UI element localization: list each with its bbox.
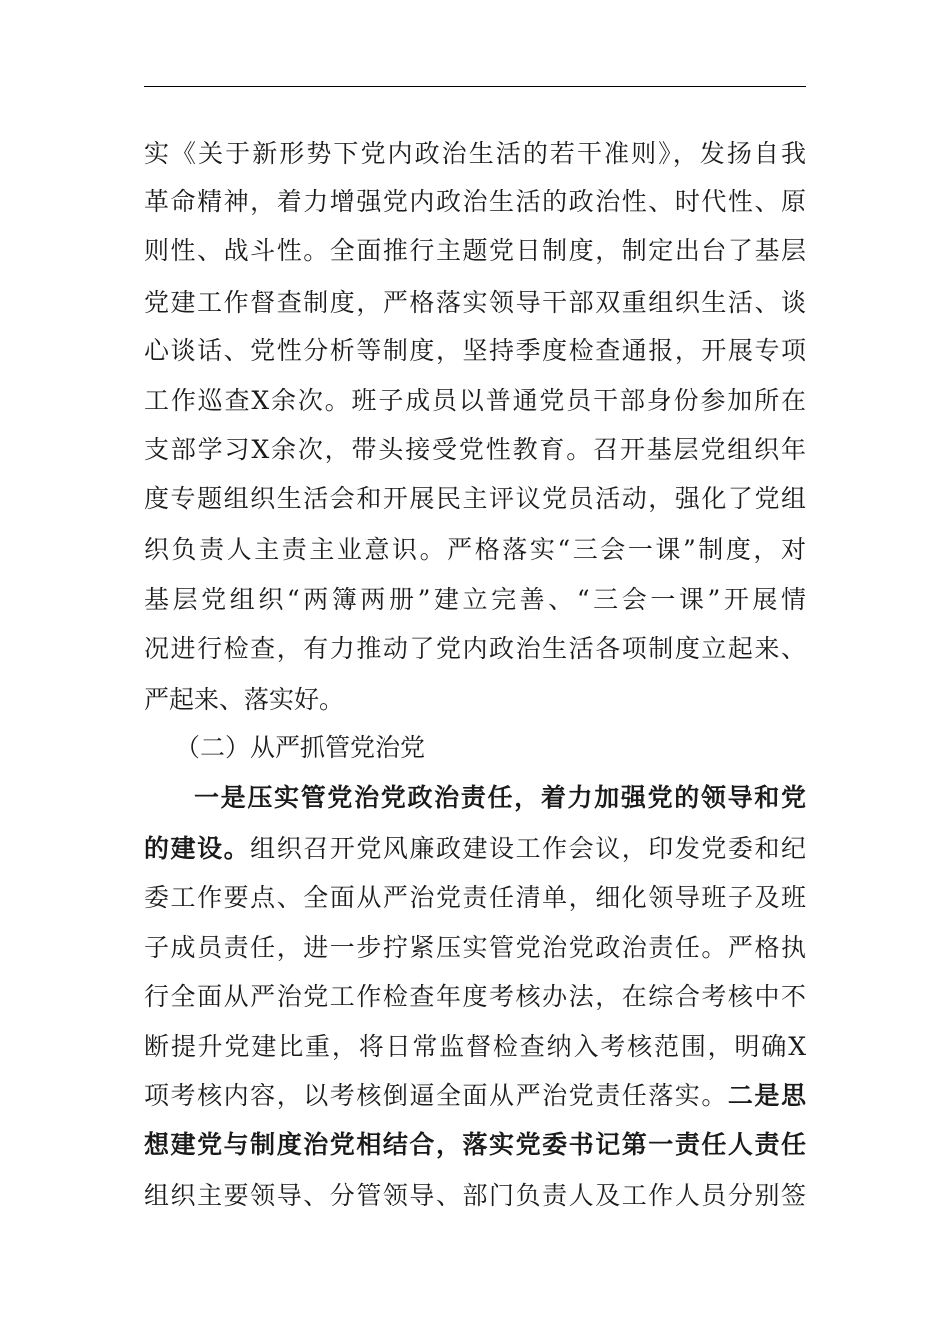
text-line <box>144 829 806 869</box>
text-line: 心谈话、党性分析等制度，坚持季度检查通报，开展专项 <box>144 336 806 365</box>
text-line: 子成员责任，进一步拧紧压实管党治党政治责任。严格执 <box>144 933 806 962</box>
bold-lead-sentence: 一是压实管党治党政治责任，着力加强党的领导和党 <box>194 783 806 812</box>
bold-lead-sentence: 二是思 <box>727 1081 806 1110</box>
text-line: 工作巡查X余次。班子成员以普通党员干部身份参加所在 <box>144 386 806 415</box>
text-line: 组织主要领导、分管领导、部门负责人及工作人员分别签 <box>144 1181 806 1210</box>
text-line: 实《关于新形势下党内政治生活的若干准则》，发扬自我 <box>144 139 806 168</box>
text-line: 则性、战斗性。全面推行主题党日制度，制定出台了基层 <box>144 236 806 265</box>
text-line: 支部学习X余次，带头接受党性教育。召开基层党组织年 <box>144 435 806 464</box>
text-line: 委工作要点、全面从严治党责任清单，细化领导班子及班 <box>144 883 806 912</box>
text-line: 革命精神，着力增强党内政治生活的政治性、时代性、原 <box>144 187 806 216</box>
header-rule <box>144 86 806 87</box>
text-line: 行全面从严治党工作检查年度考核办法，在综合考核中不 <box>144 982 806 1011</box>
text-line: 党建工作督查制度，严格落实领导干部双重组织生活、谈 <box>144 288 806 317</box>
text-line: 断提升党建比重，将日常监督检查纳入考核范围，明确X <box>144 1032 806 1061</box>
text-line: 度专题组织生活会和开展民主评议党员活动，强化了党组 <box>144 484 806 513</box>
text-line: 严起来、落实好。 <box>144 685 345 714</box>
text-span: 项考核内容，以考核倒逼全面从严治党责任落实。 <box>144 1081 728 1110</box>
text-span: 组织召开党风廉政建设工作会议，印发党委和纪 <box>250 834 806 863</box>
text-line: 基层党组织“两簿两册”建立完善、“三会一课”开展情 <box>144 585 806 614</box>
bold-lead-sentence-end: 的建设。 <box>144 834 251 863</box>
text-line <box>144 1076 806 1116</box>
text-line: 况进行检查，有力推动了党内政治生活各项制度立起来、 <box>144 634 806 663</box>
section-heading: （二）从严抓管党治党 <box>175 733 426 762</box>
text-line: 织负责人主责主业意识。严格落实“三会一课”制度，对 <box>144 535 806 564</box>
bold-lead-sentence: 想建党与制度治党相结合，落实党委书记第一责任人责任 <box>144 1130 806 1159</box>
